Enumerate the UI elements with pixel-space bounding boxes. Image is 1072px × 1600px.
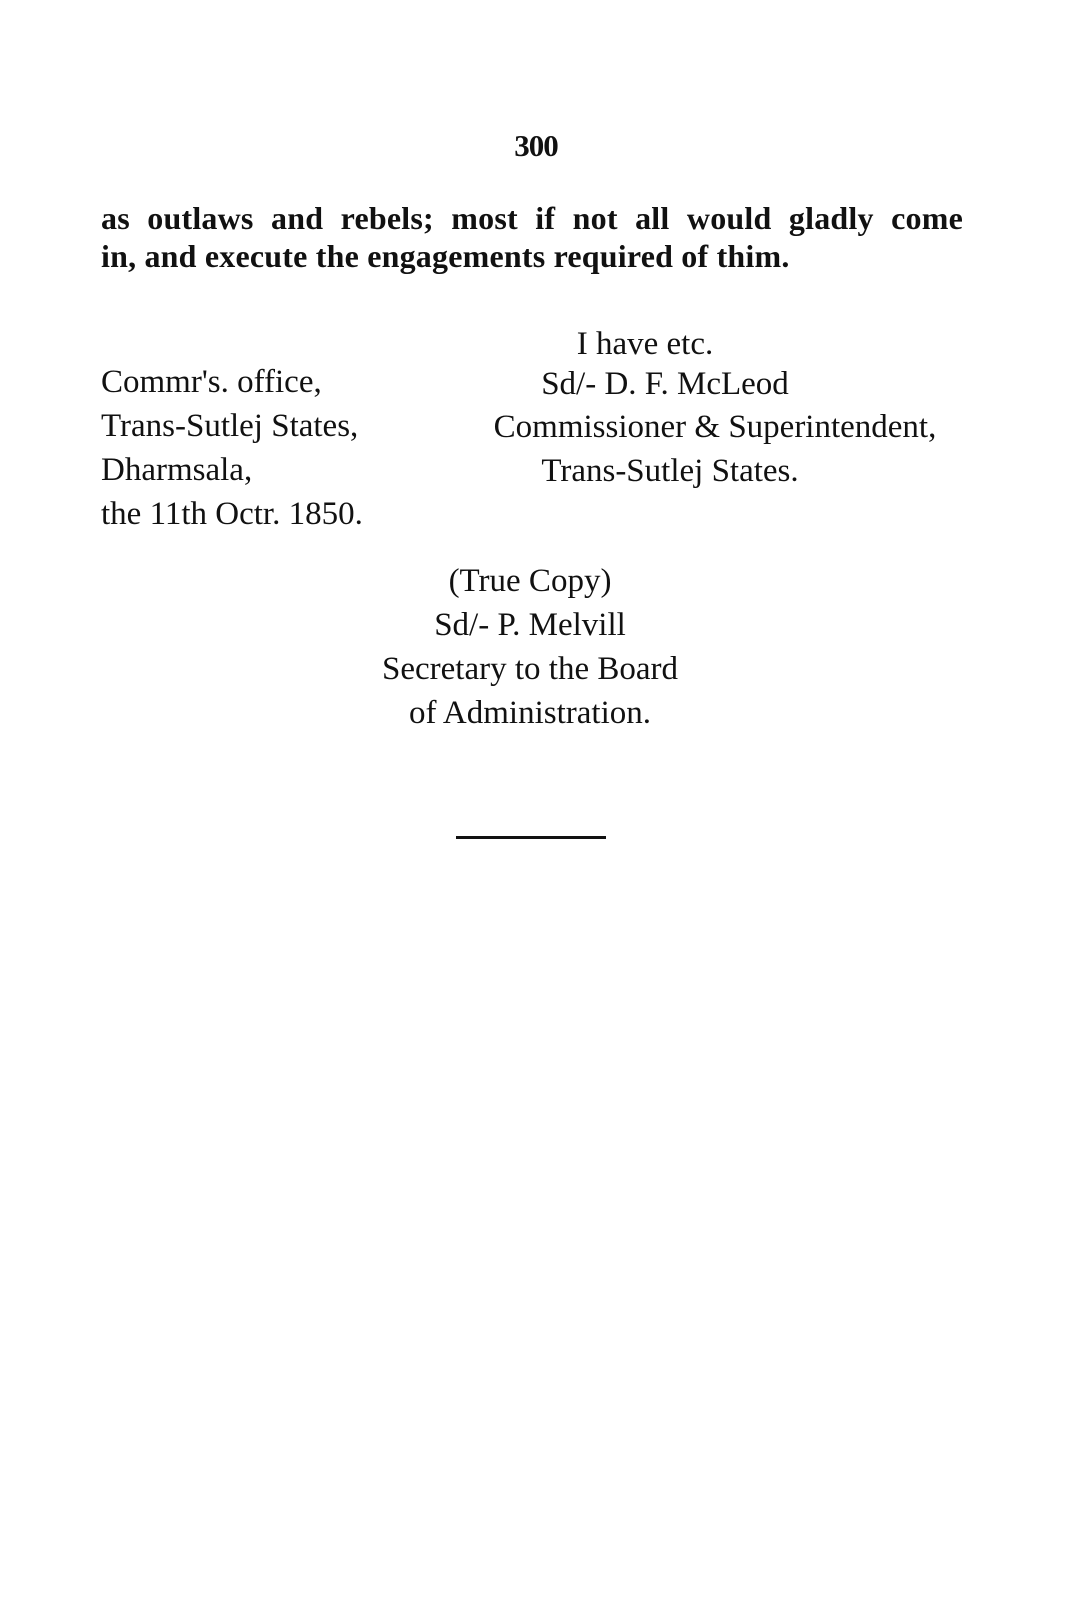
address-line-2: Trans-Sutlej States, xyxy=(101,408,359,444)
attestation-title-line-2: of Administration. xyxy=(409,695,651,731)
attestation-title-line-1: Secretary to the Board xyxy=(382,651,678,687)
page-number: 300 xyxy=(514,128,558,163)
section-divider xyxy=(456,836,606,839)
closing-title: Commissioner & Superintendent, xyxy=(493,409,937,445)
address-date: the 11th Octr. 1850. xyxy=(101,496,363,532)
attestation-signature: Sd/- P. Melvill xyxy=(434,607,626,643)
closing-salutation: I have etc. xyxy=(576,326,714,362)
closing-place: Trans-Sutlej States. xyxy=(541,453,799,489)
body-text-line-1: as outlaws and rebels; most if not all would gladly come xyxy=(101,200,963,236)
address-line-3: Dharmsala, xyxy=(101,452,253,488)
true-copy-label: (True Copy) xyxy=(448,563,612,599)
address-line-1: Commr's. office, xyxy=(101,364,322,400)
closing-signature: Sd/- D. F. McLeod xyxy=(541,366,789,402)
body-text-line-2: in, and execute the engagements required of thim. xyxy=(101,238,790,274)
